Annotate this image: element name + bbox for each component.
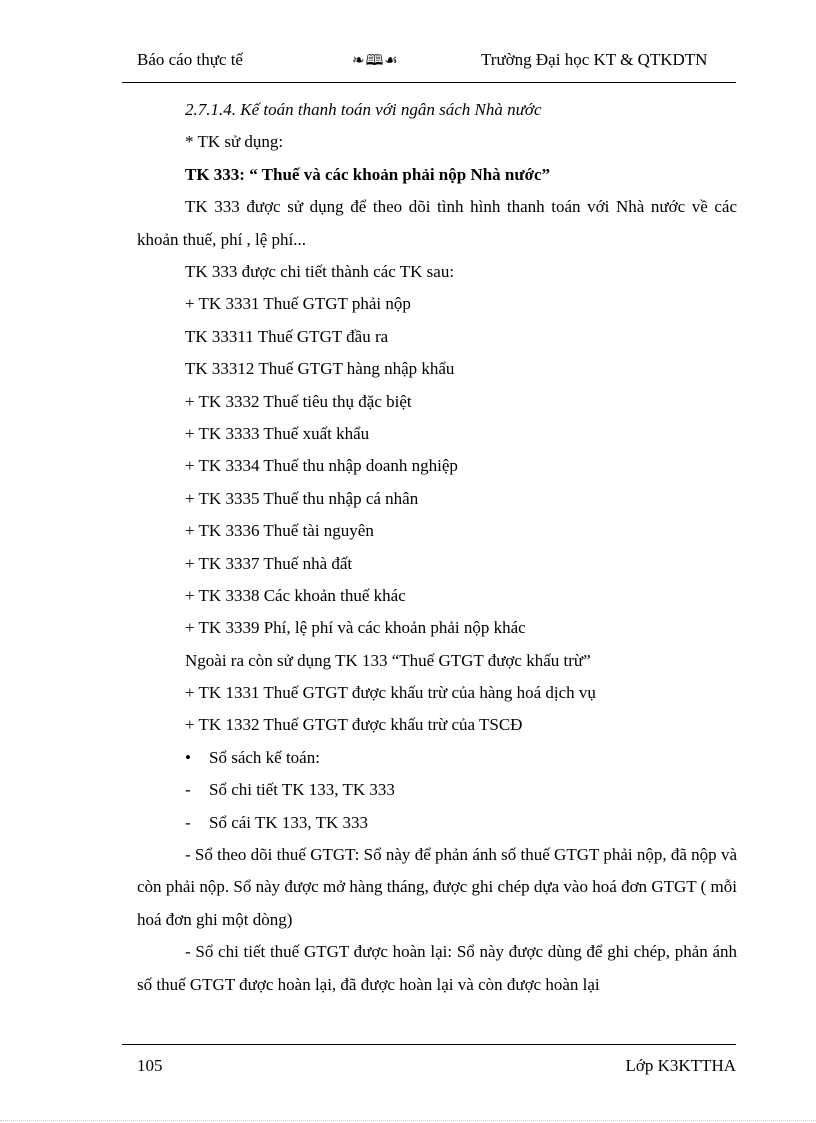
bullet-mark: • <box>185 747 191 767</box>
header-ornament-icon: ❧🕮☙ <box>352 53 399 69</box>
tk-used-label: * TK sử dụng: <box>185 132 284 152</box>
books-dash-item <box>137 774 737 806</box>
tk333-title: TK 333: “ Thuế và các khoản phải nộp Nhà nước” <box>185 164 551 184</box>
footer-class-name: Lớp K3KTTHA <box>625 1056 736 1075</box>
books-bullet-item <box>137 742 737 774</box>
list-item: + TK 3334 Thuế thu nhập doanh nghiệp <box>185 456 458 476</box>
list-item: + TK 1332 Thuế GTGT được khấu trừ của TSCĐ <box>185 715 523 735</box>
header-divider <box>122 82 736 83</box>
dash-mark: - <box>185 812 191 832</box>
list-item: + TK 3339 Phí, lệ phí và các khoản phải nộp khác <box>185 618 526 638</box>
books-dash-item <box>137 807 737 839</box>
books-item-text: Sổ chi tiết TK 133, TK 333 <box>209 780 395 800</box>
paragraph-tk333: TK 333 được sử dụng để theo dõi tình hình thanh toán với Nhà nước về các khoản thuế, phí , lệ phí... <box>137 197 737 249</box>
list-item: + TK 3331 Thuế GTGT phải nộp <box>185 294 411 314</box>
footer-divider <box>122 1044 736 1045</box>
list-item: + TK 3337 Thuế nhà đất <box>185 553 353 573</box>
list-item: + TK 3338 Các khoản thuế khác <box>185 585 406 605</box>
section-title: 2.7.1.4. Kế toán thanh toán với ngân sách Nhà nước <box>185 100 542 119</box>
books-item-text: Sổ sách kế toán: <box>209 747 320 767</box>
header-university: Trường Đại học KT & QTKDTN <box>481 50 708 69</box>
paragraph-vat-tracking-book: - Sổ theo dõi thuế GTGT: Sổ này để phản ánh số thuế GTGT phải nộp, đã nộp và còn phải nộp. Sổ này được mở hàng tháng, được ghi chép dựa vào hoá đơn GTGT ( mỗi hoá đơn ghi một dòng) <box>137 845 737 929</box>
paragraph-vat-refund-book: - Sổ chi tiết thuế GTGT được hoàn lại: Sổ này được dùng để ghi chép, phản ánh số thuế GTGT được hoàn lại, đã được hoàn lại và còn được hoàn lại <box>137 942 737 994</box>
page-body <box>137 94 737 1001</box>
list-item: + TK 3332 Thuế tiêu thụ đặc biệt <box>185 391 412 411</box>
books-item-text: Sổ cái TK 133, TK 333 <box>209 812 368 832</box>
detail-intro: TK 333 được chi tiết thành các TK sau: <box>185 261 455 281</box>
dash-mark: - <box>185 780 191 800</box>
page-edge-divider <box>0 1120 816 1121</box>
list-item: + TK 3333 Thuế xuất khẩu <box>185 423 370 443</box>
header-report-title: Báo cáo thực tế <box>137 50 243 69</box>
list-item: + TK 3336 Thuế tài nguyên <box>185 521 374 541</box>
page-number: 105 <box>137 1056 163 1075</box>
list-item: Ngoài ra còn sử dụng TK 133 “Thuế GTGT được khấu trừ” <box>185 650 591 670</box>
list-item: + TK 3335 Thuế thu nhập cá nhân <box>185 488 419 508</box>
list-item: + TK 1331 Thuế GTGT được khấu trừ của hàng hoá dịch vụ <box>185 683 596 703</box>
list-item: TK 33311 Thuế GTGT đầu ra <box>185 326 389 346</box>
list-item: TK 33312 Thuế GTGT hàng nhập khẩu <box>185 359 455 379</box>
